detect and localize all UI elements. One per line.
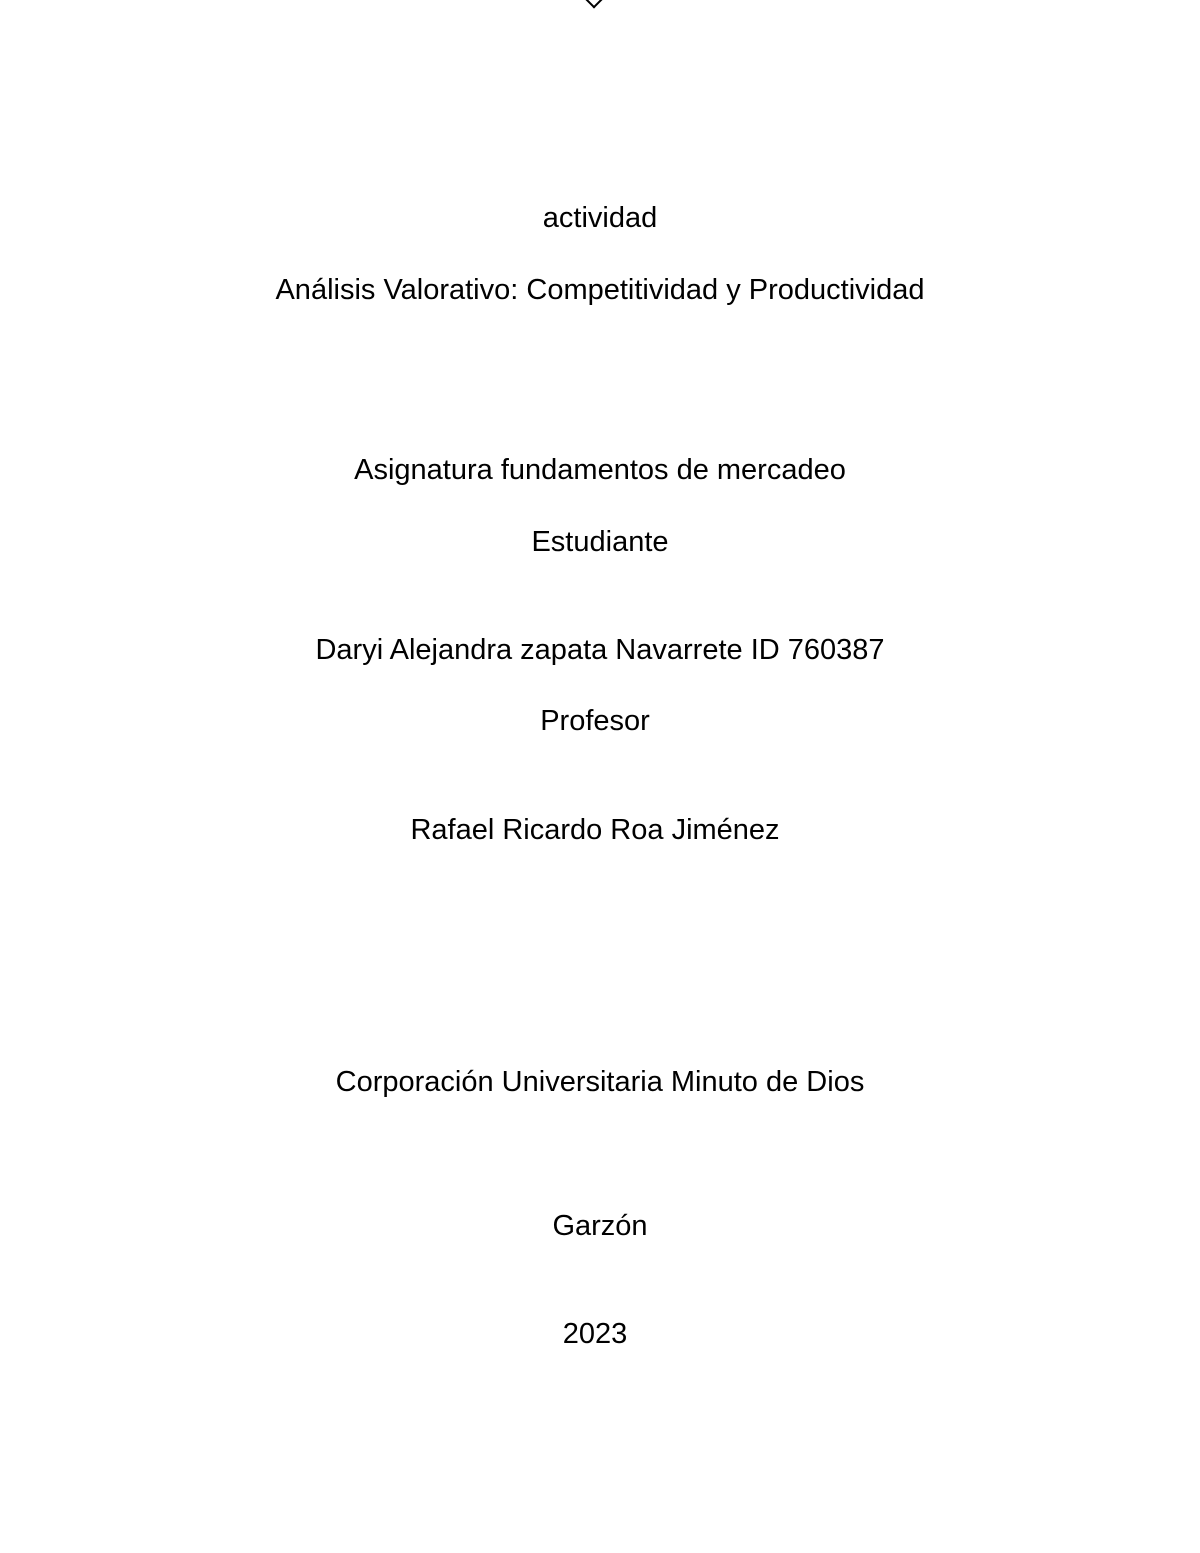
professor-name: Rafael Ricardo Roa Jiménez <box>410 814 780 846</box>
document-title: Análisis Valorativo: Competitividad y Productividad <box>275 274 925 306</box>
year: 2023 <box>562 1318 628 1350</box>
top-edge-glyph <box>586 0 603 8</box>
city-name: Garzón <box>552 1210 648 1242</box>
activity-line: actividad <box>542 202 658 234</box>
subject-line: Asignatura fundamentos de mercadeo <box>354 454 846 486</box>
institution-name: Corporación Universitaria Minuto de Dios <box>335 1066 865 1098</box>
professor-label: Profesor <box>540 705 650 737</box>
student-name: Daryi Alejandra zapata Navarrete ID 760387 <box>315 634 885 666</box>
student-label: Estudiante <box>531 526 669 558</box>
